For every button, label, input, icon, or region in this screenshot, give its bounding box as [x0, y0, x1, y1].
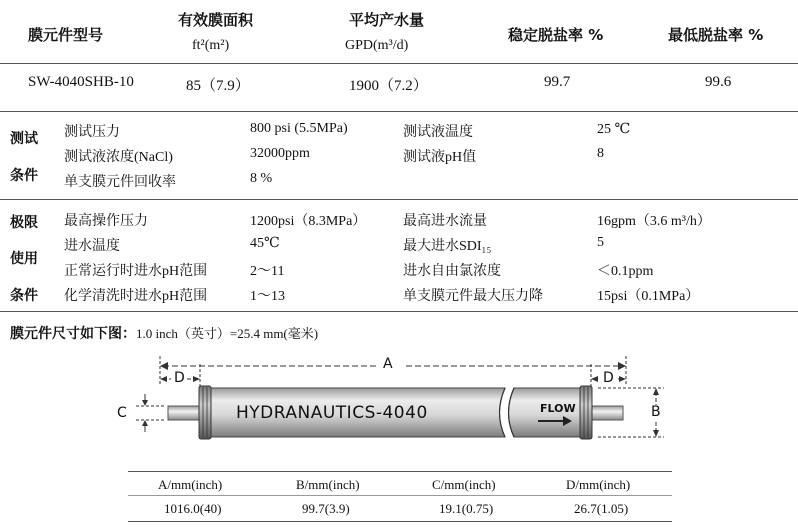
limit-value: 1200psi（8.3MPa）	[250, 214, 367, 229]
limit-value: 16gpm（3.6 m³/h）	[597, 214, 711, 229]
brand-label: HYDRANAUTICS-4040	[236, 403, 428, 423]
test-value: 32000ppm	[250, 146, 310, 161]
limit-key: 进水温度	[64, 239, 120, 254]
limit-value: ＜0.1ppm	[597, 264, 654, 279]
dim-label-a: A	[383, 356, 393, 372]
product-min-rejection: 99.6	[705, 74, 732, 90]
dim-table-header: D/mm(inch)	[566, 477, 631, 492]
limit-value: 1～13	[250, 289, 285, 304]
header-area-unit: ft²(m²)	[192, 38, 230, 53]
header-stable-rejection: 稳定脱盐率 %	[508, 26, 604, 44]
flow-label: FLOW	[540, 402, 576, 415]
header-flow: 平均产水量	[349, 11, 425, 29]
limit-value: 2～11	[250, 264, 285, 279]
product-model: SW-4040SHB-10	[28, 74, 134, 90]
dim-table-cell: 19.1(0.75)	[439, 501, 494, 516]
dimensions-note: 1.0 inch（英寸）=25.4 mm(毫米)	[136, 326, 319, 341]
limit-key: 进水自由氯浓度	[403, 264, 501, 279]
limit-key: 最高进水流量	[403, 214, 487, 229]
header-flow-unit: GPD(m³/d)	[345, 38, 409, 53]
dim-table-header: A/mm(inch)	[158, 477, 223, 492]
limits-label-2: 使用	[10, 251, 38, 267]
header-model: 膜元件型号	[28, 26, 104, 44]
test-value: 25 ℃	[597, 122, 631, 137]
dim-table-mid-rule	[128, 495, 672, 496]
dim-table-header: C/mm(inch)	[432, 477, 496, 492]
dim-label-b: B	[651, 404, 661, 420]
limit-key: 化学清洗时进水pH范围	[64, 289, 208, 304]
test-key: 测试压力	[64, 125, 120, 140]
test-key: 测试液pH值	[403, 150, 477, 165]
dim-label-d-right: D	[603, 370, 614, 386]
test-value: 8 %	[250, 171, 273, 186]
dimensions-title: 膜元件尺寸如下图：	[10, 326, 136, 342]
header-area: 有效膜面积	[178, 11, 254, 29]
test-value: 8	[597, 146, 604, 161]
dim-label-c: C	[117, 405, 127, 421]
test-label-2: 条件	[10, 168, 38, 184]
limits-label-1: 极限	[10, 215, 38, 231]
test-label-1: 测试	[10, 131, 38, 147]
dim-label-d-left: D	[174, 370, 185, 386]
test-key: 测试液浓度(NaCl)	[64, 150, 173, 165]
limit-value: 45℃	[250, 236, 280, 251]
product-flow: 1900（7.2）	[349, 78, 428, 94]
limit-value: 5	[597, 235, 604, 250]
dim-table-header: B/mm(inch)	[296, 477, 360, 492]
limit-key: 最大进水SDI₁₅	[403, 239, 492, 254]
dim-table-cell: 99.7(3.9)	[302, 501, 350, 516]
product-stable-rejection: 99.7	[544, 74, 571, 90]
limit-key: 单支膜元件最大压力降	[403, 289, 543, 304]
dim-table-cell: 1016.0(40)	[164, 501, 222, 516]
dim-table-cell: 26.7(1.05)	[574, 501, 629, 516]
test-key: 测试液温度	[403, 125, 473, 140]
limit-value: 15psi（0.1MPa）	[597, 289, 700, 304]
test-key: 单支膜元件回收率	[64, 175, 176, 190]
limit-key: 正常运行时进水pH范围	[64, 264, 208, 279]
limits-label-3: 条件	[10, 288, 38, 304]
limit-key: 最高操作压力	[64, 214, 148, 229]
dim-table-top-rule	[128, 471, 672, 472]
test-value: 800 psi (5.5MPa)	[250, 121, 348, 136]
product-area: 85（7.9）	[186, 78, 250, 94]
header-min-rejection: 最低脱盐率 %	[668, 26, 764, 44]
dim-table-bottom-rule	[128, 521, 672, 522]
